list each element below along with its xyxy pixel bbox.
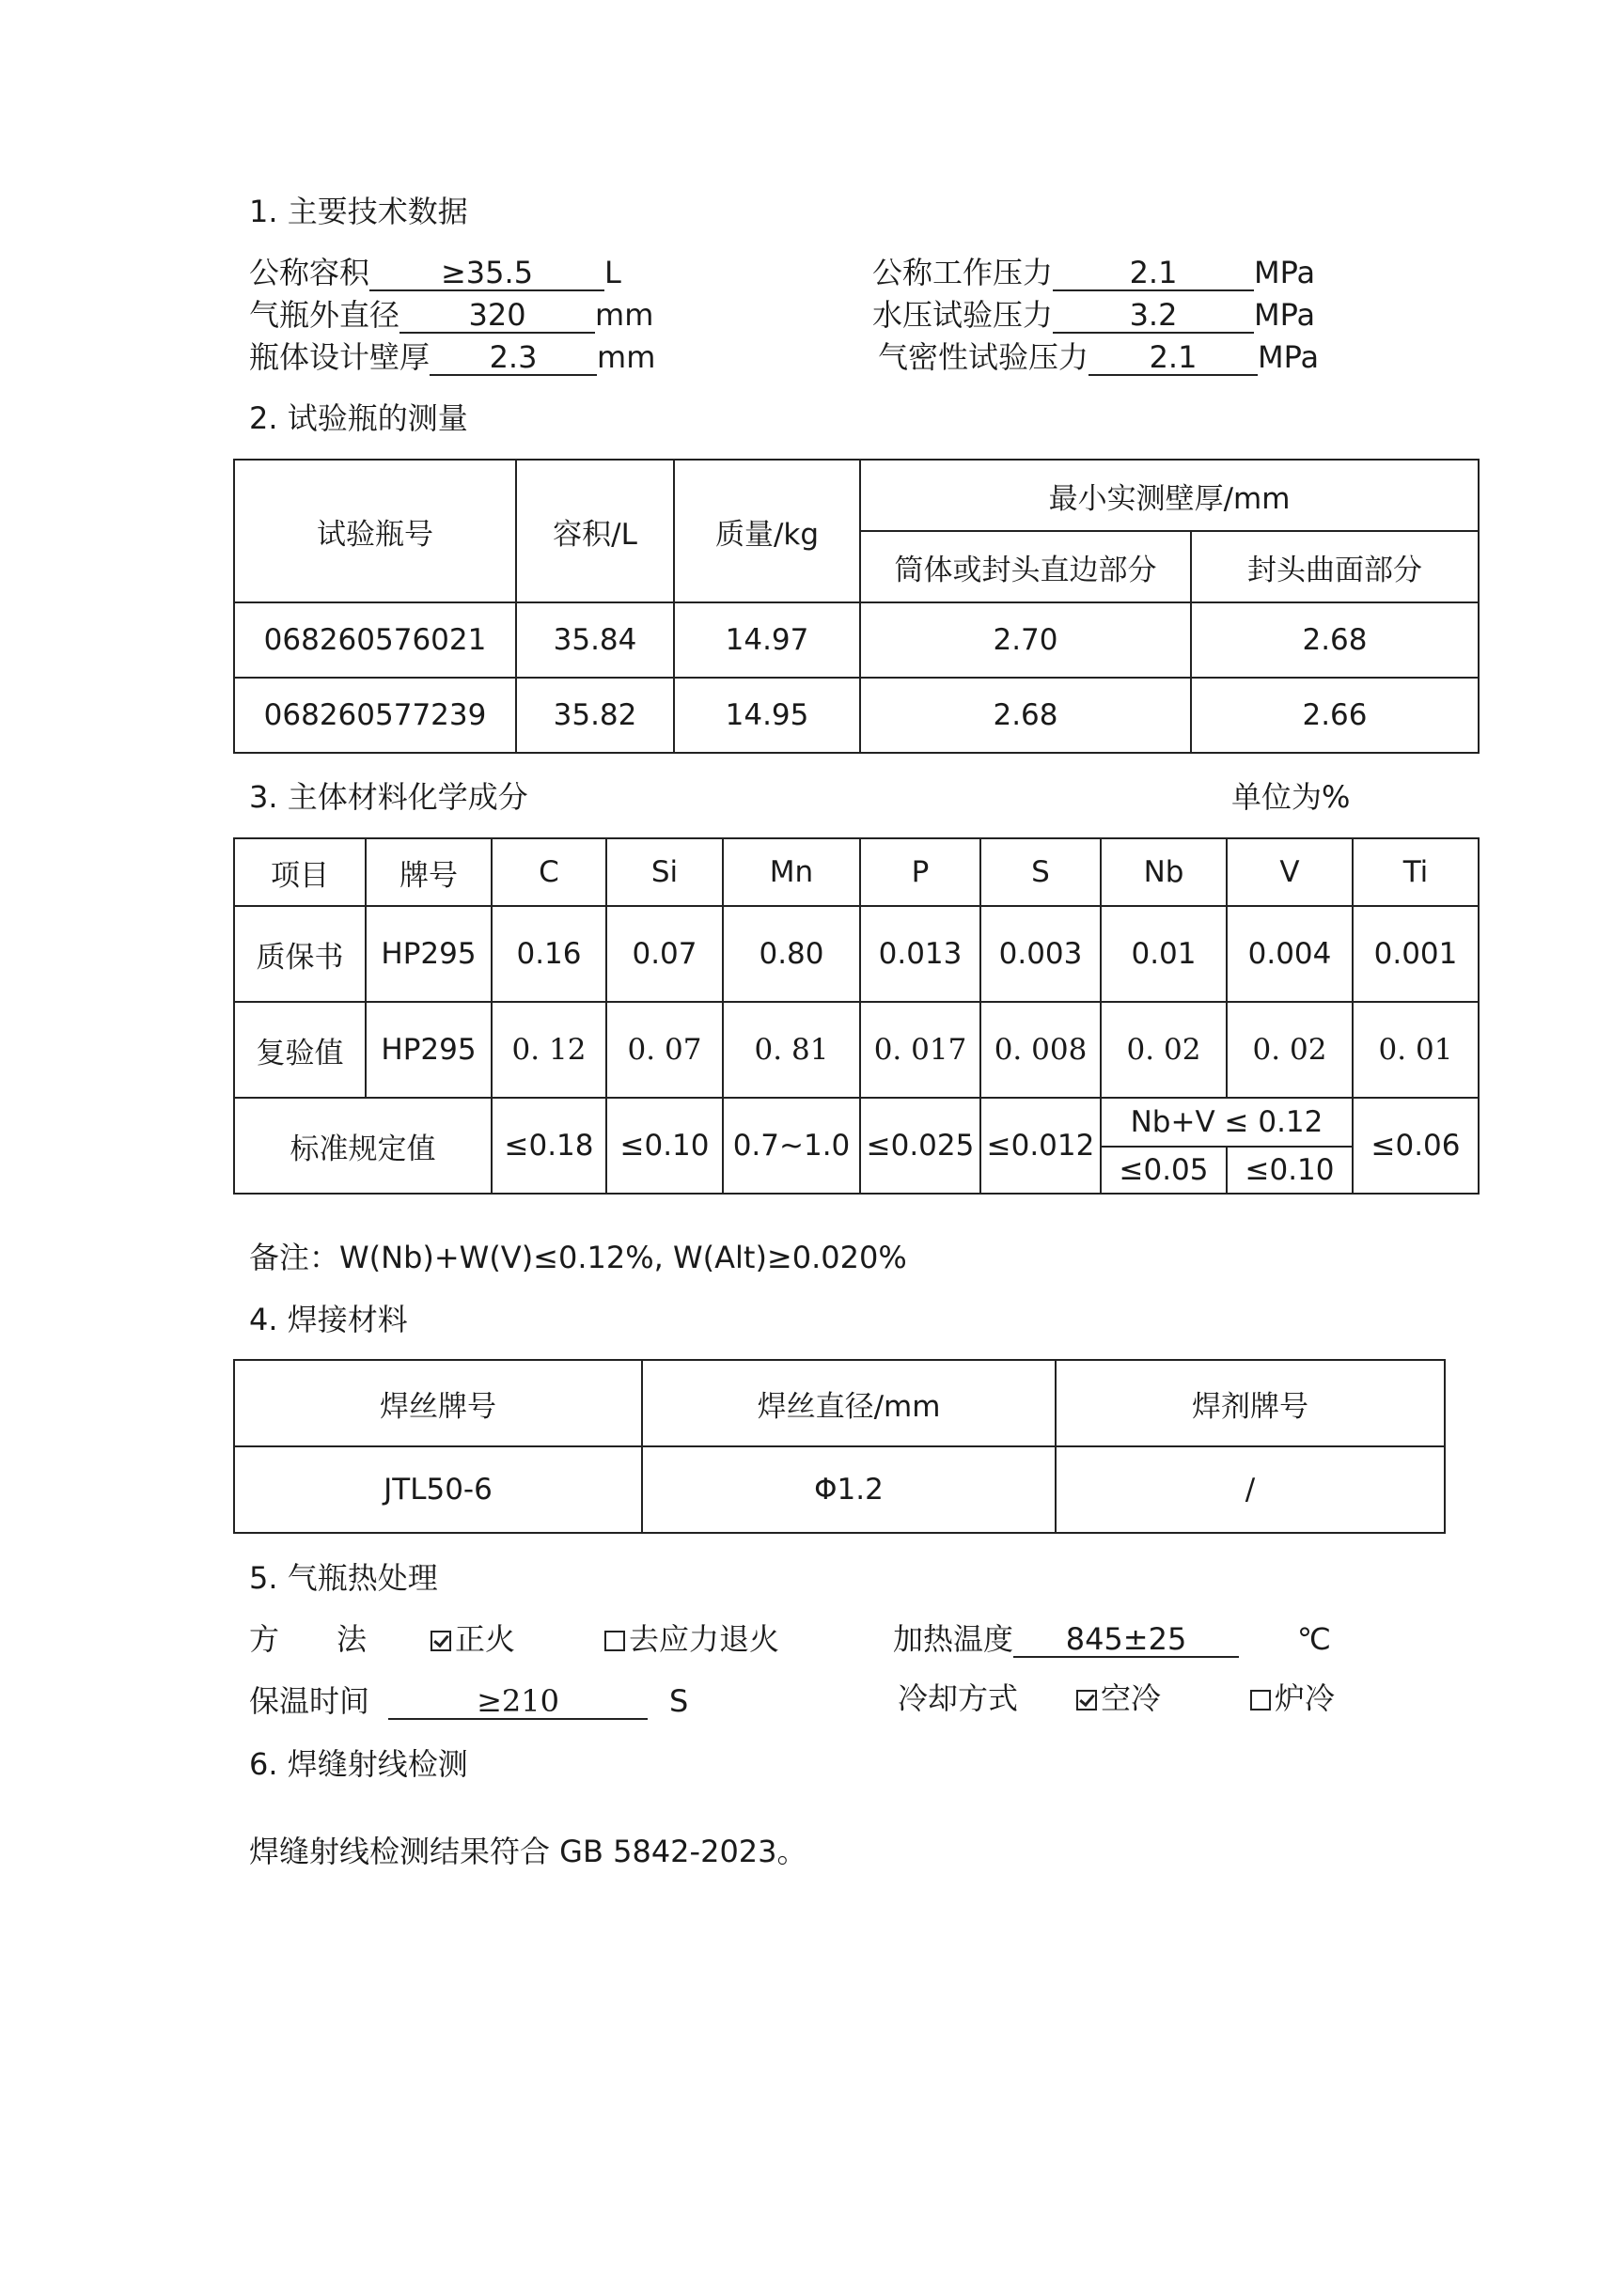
header-wire-diameter: 焊丝直径/mm [642, 1360, 1056, 1446]
section-1-title: 1. 主要技术数据 [249, 194, 468, 229]
air-pressure-line [878, 338, 1319, 376]
work-pressure-label: 公称工作压力 [872, 255, 1054, 290]
standard-row [234, 1098, 1479, 1147]
air-pressure-label: 气密性试验压力 [878, 339, 1089, 375]
cell-ti: 0.001 [1353, 906, 1479, 1002]
header-mass: 质量/kg [674, 460, 860, 602]
cell-nb: 0.01 [1101, 906, 1227, 1002]
cell-mass: 14.97 [674, 602, 860, 678]
cell-c: 0.16 [492, 906, 606, 1002]
header-p: P [860, 838, 980, 906]
unit-note: 单位为% [1231, 779, 1351, 815]
section-5-title: 5. 气瓶热处理 [249, 1560, 438, 1596]
hold-value: ≥210 [388, 1684, 648, 1720]
air-pressure-value: 2.1 [1088, 340, 1258, 376]
hold-unit: S [669, 1683, 689, 1719]
cell-std-s: ≤0.012 [980, 1098, 1101, 1194]
volume-unit: L [604, 255, 621, 290]
volume-value: ≥35.5 [369, 256, 604, 291]
hydro-pressure-line [872, 296, 1315, 334]
measurement-table [233, 459, 1480, 754]
cell-volume: 35.84 [516, 602, 674, 678]
furnace-cool-checkbox[interactable] [1250, 1690, 1271, 1710]
cell-std-c: ≤0.18 [492, 1098, 606, 1194]
cell-si: 0. 07 [606, 1002, 723, 1098]
cell-item: 质保书 [234, 906, 366, 1002]
cell-std-p: ≤0.025 [860, 1098, 980, 1194]
temp-label: 加热温度 [893, 1621, 1014, 1657]
work-pressure-line [872, 254, 1315, 291]
stress-relief-checkbox[interactable] [604, 1631, 625, 1651]
cell-si: 0.07 [606, 906, 723, 1002]
diameter-label: 气瓶外直径 [249, 297, 400, 333]
section-4-title: 4. 焊接材料 [249, 1302, 408, 1337]
stress-relief-label: 去应力退火 [629, 1621, 780, 1657]
cell-bottle-no: 068260576021 [234, 602, 516, 678]
cell-std-nb: ≤0.05 [1101, 1147, 1227, 1194]
volume-label: 公称容积 [249, 255, 370, 290]
radiography-result: 焊缝射线检测结果符合 GB 5842-2023。 [249, 1834, 807, 1869]
chemistry-remark: 备注：W(Nb)+W(V)≤0.12%, W(Alt)≥0.020% [249, 1240, 907, 1275]
temp-unit: ℃ [1297, 1621, 1331, 1657]
cell-flux-grade: / [1056, 1446, 1445, 1533]
temp-value: 845±25 [1013, 1622, 1239, 1658]
air-pressure-unit: MPa [1258, 339, 1320, 375]
hold-line [249, 1682, 648, 1720]
cell-std-nbv: Nb+V ≤ 0.12 [1101, 1098, 1353, 1147]
cell-std-si: ≤0.10 [606, 1098, 723, 1194]
cell-c: 0. 12 [492, 1002, 606, 1098]
cell-straight: 2.70 [860, 602, 1191, 678]
cell-straight: 2.68 [860, 678, 1191, 753]
section-6-title: 6. 焊缝射线检测 [249, 1746, 468, 1782]
table-row [234, 602, 1479, 678]
cell-std-mn: 0.7~1.0 [723, 1098, 860, 1194]
cell-ti: 0. 01 [1353, 1002, 1479, 1098]
wall-label: 瓶体设计壁厚 [249, 339, 431, 375]
table-row [234, 906, 1479, 1002]
table-row [234, 678, 1479, 753]
chemistry-table [233, 837, 1480, 1195]
temp-line [893, 1620, 1239, 1658]
cell-nb: 0. 02 [1101, 1002, 1227, 1098]
cell-v: 0.004 [1227, 906, 1353, 1002]
normalize-option[interactable] [431, 1620, 515, 1658]
cell-grade: HP295 [366, 1002, 492, 1098]
cell-wire-grade: JTL50-6 [234, 1446, 642, 1533]
normalize-label: 正火 [455, 1621, 516, 1657]
header-si: Si [606, 838, 723, 906]
header-v: V [1227, 838, 1353, 906]
header-c: C [492, 838, 606, 906]
cell-std-ti: ≤0.06 [1353, 1098, 1479, 1194]
section-3-title: 3. 主体材料化学成分 [249, 779, 528, 815]
method-label-text: 方 法 [249, 1621, 368, 1657]
header-mn: Mn [723, 838, 860, 906]
table-row [234, 1446, 1445, 1533]
header-flux-grade: 焊剂牌号 [1056, 1360, 1445, 1446]
cell-curved: 2.68 [1191, 602, 1479, 678]
cell-std-v: ≤0.10 [1227, 1147, 1353, 1194]
cell-mass: 14.95 [674, 678, 860, 753]
section-2-title: 2. 试验瓶的测量 [249, 400, 468, 436]
work-pressure-value: 2.1 [1053, 256, 1254, 291]
header-s: S [980, 838, 1101, 906]
diameter-unit: mm [595, 297, 654, 333]
air-cool-label: 空冷 [1101, 1680, 1162, 1716]
hydro-pressure-label: 水压试验压力 [872, 297, 1054, 333]
diameter-line [249, 296, 653, 334]
welding-table [233, 1359, 1446, 1534]
cell-s: 0. 008 [980, 1002, 1101, 1098]
hydro-pressure-unit: MPa [1254, 297, 1316, 333]
cell-p: 0.013 [860, 906, 980, 1002]
header-volume: 容积/L [516, 460, 674, 602]
cell-standard-label: 标准规定值 [234, 1098, 492, 1194]
hold-label: 保温时间 [249, 1683, 370, 1719]
cell-wire-diameter: Φ1.2 [642, 1446, 1056, 1533]
cell-v: 0. 02 [1227, 1002, 1353, 1098]
cell-curved: 2.66 [1191, 678, 1479, 753]
hydro-pressure-value: 3.2 [1053, 298, 1254, 334]
header-curved-part: 封头曲面部分 [1191, 531, 1479, 602]
wall-value: 2.3 [430, 340, 597, 376]
header-ti: Ti [1353, 838, 1479, 906]
volume-line [249, 254, 621, 291]
air-cool-checkbox[interactable] [1076, 1690, 1097, 1710]
cool-label: 冷却方式 [898, 1680, 1019, 1716]
cell-grade: HP295 [366, 906, 492, 1002]
header-nb: Nb [1101, 838, 1227, 906]
work-pressure-unit: MPa [1254, 255, 1316, 290]
table-row [234, 1002, 1479, 1098]
wall-line [249, 338, 655, 376]
header-grade: 牌号 [366, 838, 492, 906]
header-straight-part: 筒体或封头直边部分 [860, 531, 1191, 602]
header-wire-grade: 焊丝牌号 [234, 1360, 642, 1446]
cell-s: 0.003 [980, 906, 1101, 1002]
wall-unit: mm [597, 339, 656, 375]
air-cool-option[interactable] [1076, 1679, 1161, 1717]
furnace-cool-label: 炉冷 [1275, 1680, 1336, 1716]
cell-mn: 0.80 [723, 906, 860, 1002]
stress-relief-option[interactable] [604, 1620, 779, 1658]
cell-p: 0. 017 [860, 1002, 980, 1098]
header-min-wall: 最小实测壁厚/mm [860, 460, 1479, 531]
cell-mn: 0. 81 [723, 1002, 860, 1098]
normalize-checkbox[interactable] [431, 1631, 451, 1651]
header-item: 项目 [234, 838, 366, 906]
cell-volume: 35.82 [516, 678, 674, 753]
diameter-value: 320 [399, 298, 595, 334]
method-label [249, 1620, 367, 1658]
header-bottle-no: 试验瓶号 [234, 460, 516, 602]
cell-bottle-no: 068260577239 [234, 678, 516, 753]
furnace-cool-option[interactable] [1250, 1679, 1335, 1717]
cell-item: 复验值 [234, 1002, 366, 1098]
